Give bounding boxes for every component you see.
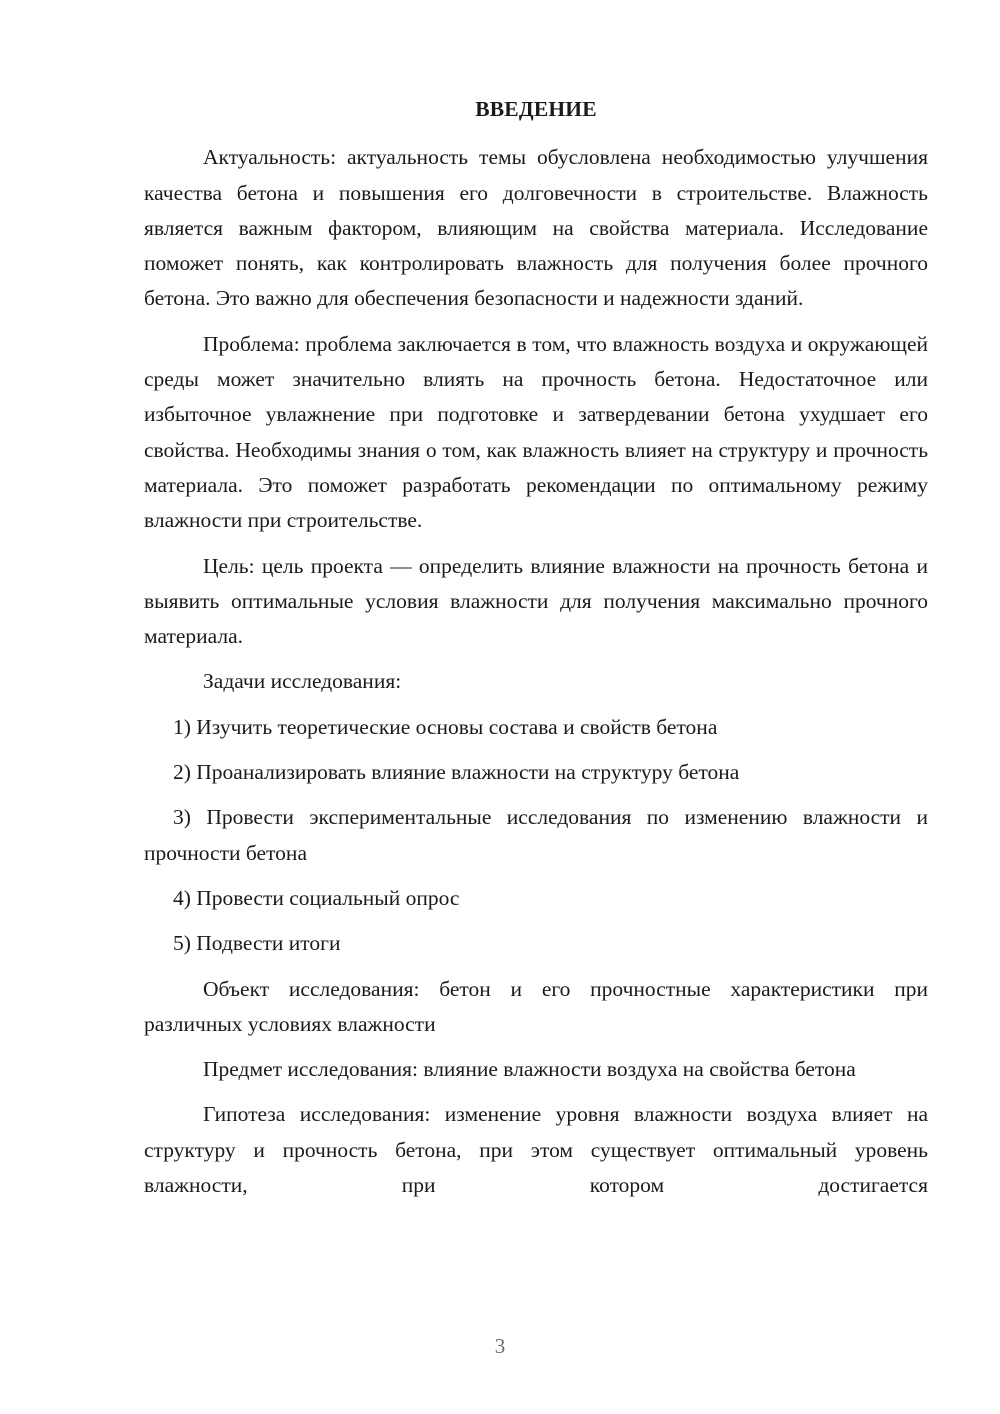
subject-paragraph: Предмет исследования: влияние влажности воздуха на свойства бетона	[203, 1057, 856, 1082]
document-body	[144, 92, 928, 1213]
task-item-3: 3) Провести экспериментальные исследования по изменению влажности и прочности бетона	[144, 805, 928, 865]
task-item-5: 5) Подвести итоги	[173, 931, 341, 956]
hypothesis-paragraph: Гипотеза исследования: изменение уровня влажности воздуха влияет на структуру и прочность бетона, при этом существует оптимальный уровень влажности, при котором достигается	[144, 1102, 928, 1198]
task-item-2: 2) Проанализировать влияние влажности на структуру бетона	[173, 760, 740, 785]
section-title: ВВЕДЕНИЕ	[475, 97, 597, 121]
object-paragraph: Объект исследования: бетон и его прочностные характеристики при различных условиях влажности	[144, 976, 928, 1036]
tasks-heading: Задачи исследования:	[203, 669, 402, 694]
page-number: 3	[494, 1334, 506, 1358]
goal-paragraph: Цель: цель проекта — определить влияние влажности на прочность бетона и выявить оптимальные условия влажности для получения максимально прочного материала.	[144, 553, 928, 649]
task-item-1: 1) Изучить теоретические основы состава и свойств бетона	[173, 714, 718, 739]
task-item-4: 4) Провести социальный опрос	[173, 885, 460, 910]
relevance-paragraph: Актуальность: актуальность темы обусловлена необходимостью улучшения качества бетона и повышения его долговечности в строительстве. Влажность является важным фактором, влияющим на свойства материала. Исследование поможет понять, как контролировать влажность для получения более прочного бетона. Это важно для обеспечения безопасности и надежности зданий.	[144, 145, 928, 311]
problem-paragraph: Проблема: проблема заключается в том, что влажность воздуха и окружающей среды может значительно влиять на прочность бетона. Недостаточное или избыточное увлажнение при подготовке и затвердевании бетона ухудшает его свойства. Необходимы знания о том, как влажность влияет на структуру и прочность материала. Это поможет разработать рекомендации по оптимальному режиму влажности при строительстве.	[144, 331, 928, 533]
